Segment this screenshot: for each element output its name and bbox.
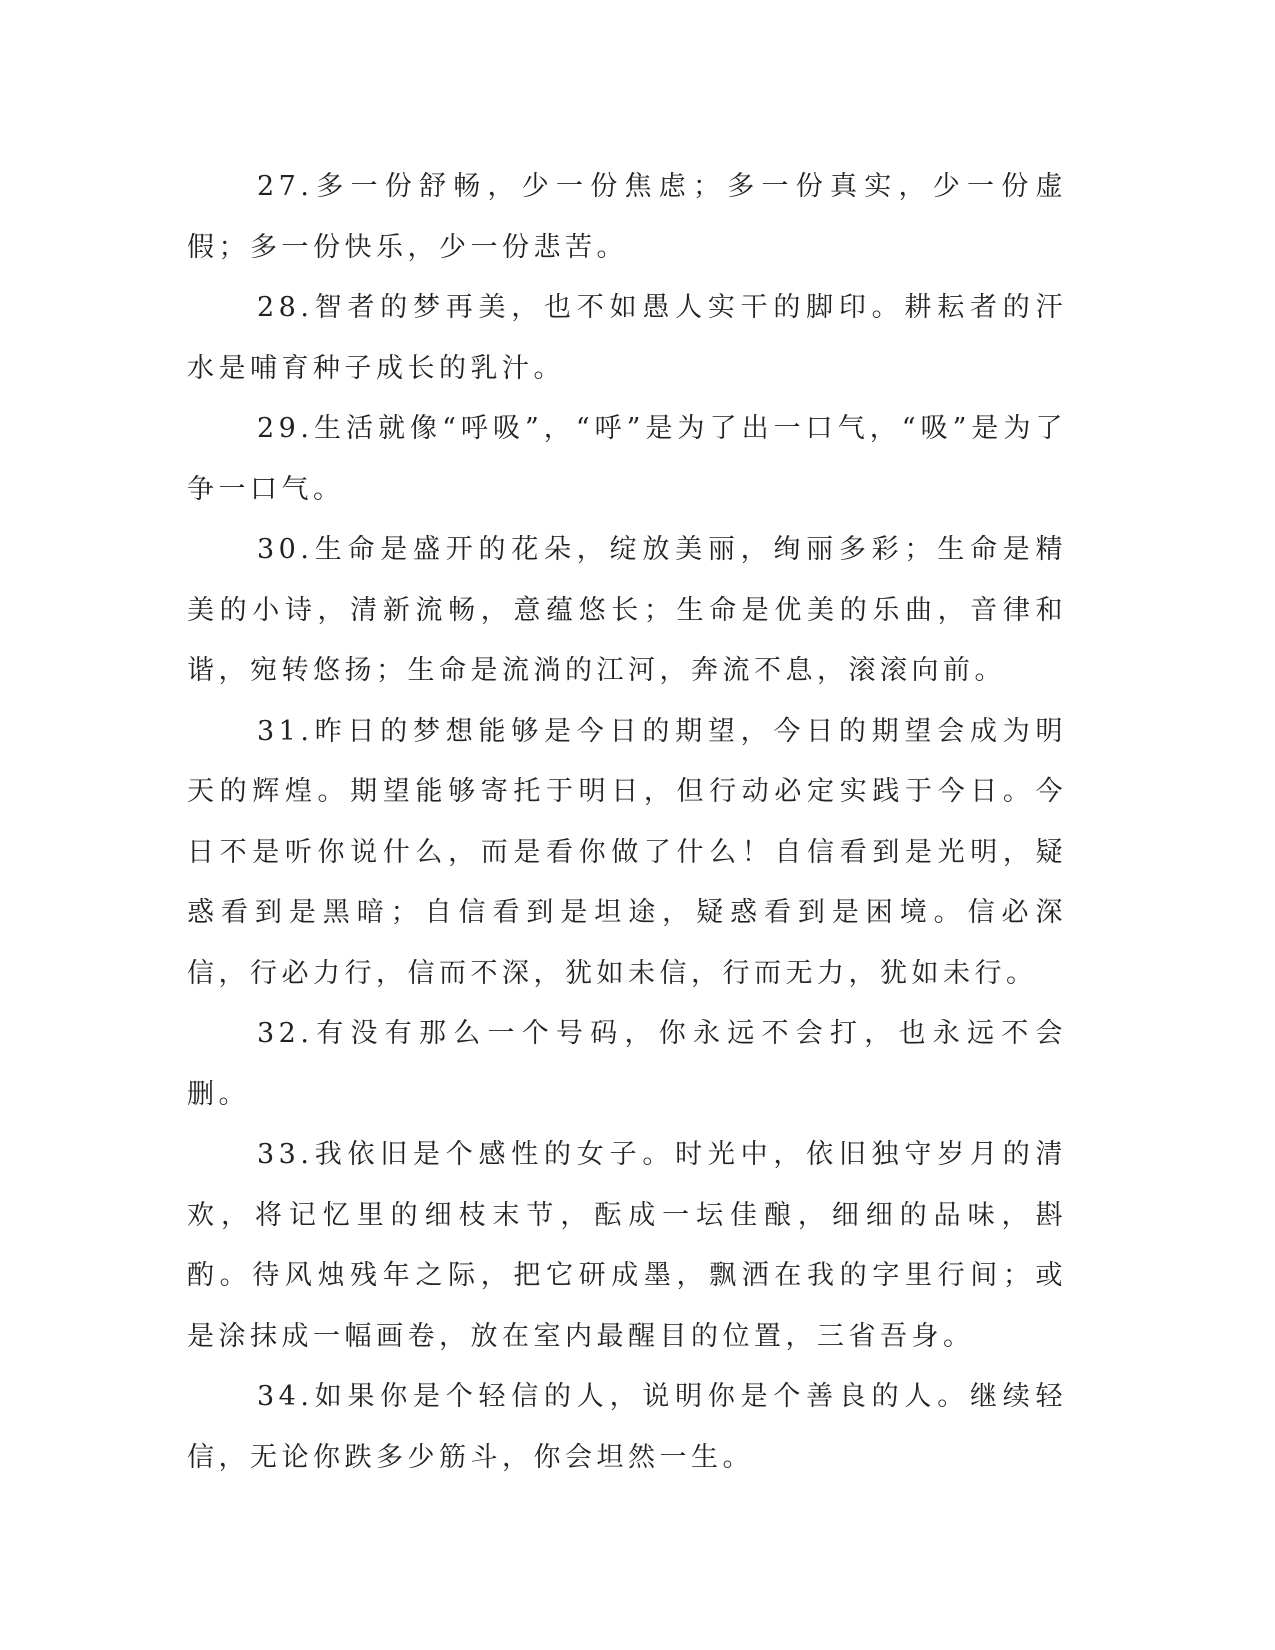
paragraph-31: 31.昨日的梦想能够是今日的期望，今日的期望会成为明天的辉煌。期望能够寄托于明日，但行动必定实践于今日。今日不是听你说什么，而是看你做了什么！自信看到是光明，疑惑看到是黑暗；自信看到是坦途，疑惑看到是困境。信必深信，行必力行，信而不深，犹如未信，行而无力，犹如未行。 <box>187 715 1067 989</box>
paragraph-27: 27.多一份舒畅，少一份焦虑；多一份真实，少一份虚假；多一份快乐，少一份悲苦。 <box>187 171 1067 263</box>
paragraph-30: 30.生命是盛开的花朵，绽放美丽，绚丽多彩；生命是精美的小诗，清新流畅，意蕴悠长；生命是优美的乐曲，音律和谐，宛转悠扬；生命是流淌的江河，奔流不息，滚滚向前。 <box>187 534 1067 686</box>
paragraph-28: 28.智者的梦再美，也不如愚人实干的脚印。耕耘者的汗水是哺育种子成长的乳汁。 <box>187 292 1067 384</box>
paragraph-32: 32.有没有那么一个号码，你永远不会打，也永远不会删。 <box>187 1018 1067 1110</box>
paragraph-34: 34.如果你是个轻信的人，说明你是个善良的人。继续轻信，无论你跌多少筋斗，你会坦然一生。 <box>187 1381 1067 1473</box>
paragraph-29: 29.生活就像“呼吸”，“呼”是为了出一口气，“吸”是为了争一口气。 <box>187 413 1067 505</box>
paragraph-33: 33.我依旧是个感性的女子。时光中，依旧独守岁月的清欢，将记忆里的细枝末节，酝成一坛佳酿，细细的品味，斟酌。待风烛残年之际，把它研成墨，飘洒在我的字里行间；或是涂抹成一幅画卷，放在室内最醒目的位置，三省吾身。 <box>187 1139 1067 1352</box>
document-body <box>187 157 1067 1488</box>
